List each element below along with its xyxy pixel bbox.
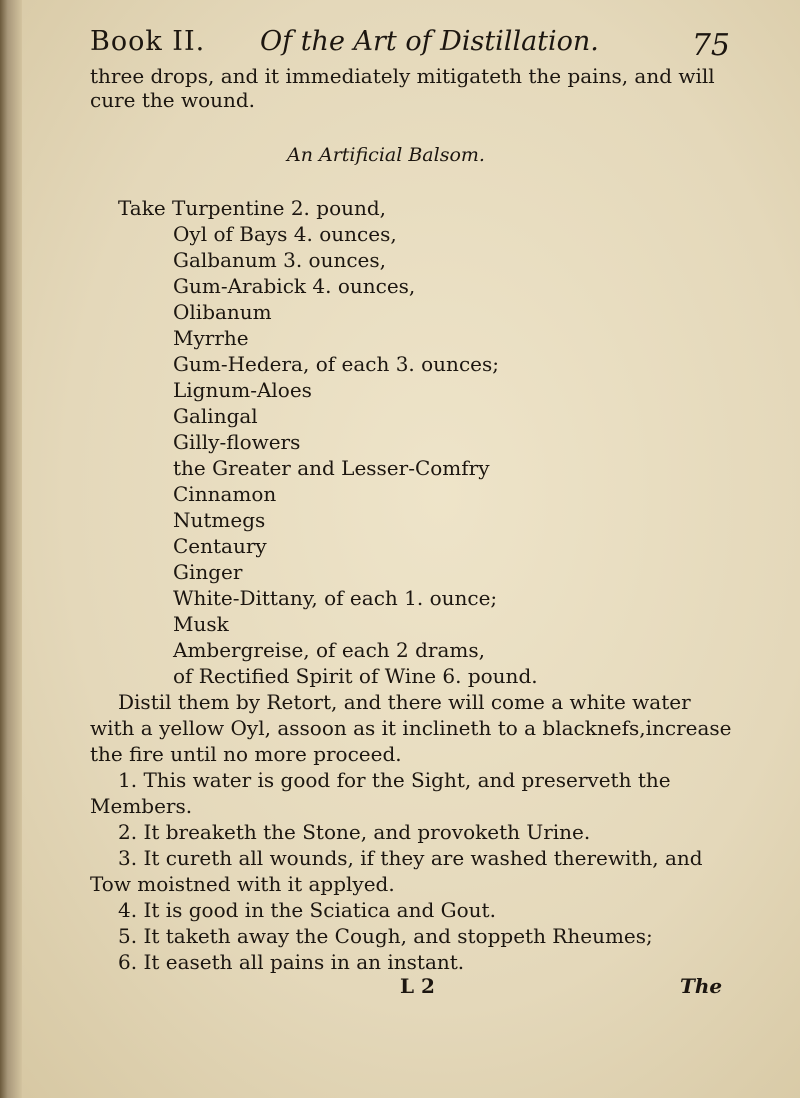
recipe-line: Gum-Arabick 4. ounces,	[173, 274, 416, 298]
intro-line: cure the wound.	[90, 88, 256, 112]
recipe-line: Lignum-Aloes	[173, 378, 312, 402]
catchword: The	[680, 974, 723, 998]
virtue-line: 2. It breaketh the Stone, and provoketh Urine.	[118, 820, 591, 844]
recipe-line: the Greater and Lesser-Comfry	[173, 456, 490, 480]
directions-line: Distil them by Retort, and there will come a white water	[118, 690, 691, 714]
recipe-line: Gum-Hedera, of each 3. ounces;	[173, 352, 499, 376]
recipe-line: Galbanum 3. ounces,	[173, 248, 387, 272]
recipe-line: Olibanum	[173, 300, 272, 324]
virtue-line: Tow moistned with it applyed.	[90, 872, 395, 896]
running-header	[90, 20, 730, 66]
directions-line: the fire until no more proceed.	[90, 742, 402, 766]
recipe-line: Ginger	[173, 560, 243, 584]
virtue-line: 6. It easeth all pains in an instant.	[118, 950, 465, 974]
recipe-line: Cinnamon	[173, 482, 277, 506]
recipe-line: Musk	[173, 612, 229, 636]
virtue-line: 4. It is good in the Sciatica and Gout.	[118, 898, 496, 922]
page-number: 75	[691, 28, 730, 63]
directions-line: with a yellow Oyl, assoon as it inclineth to a blacknefs,increase	[90, 716, 732, 740]
recipe-line: Oyl of Bays 4. ounces,	[173, 222, 397, 246]
recipe-line: Centaury	[173, 534, 267, 558]
signature-mark: L 2	[400, 974, 435, 998]
virtue-line: 1. This water is good for the Sight, and preserveth the	[118, 768, 671, 792]
virtue-line: Members.	[90, 794, 193, 818]
recipe-line: Galingal	[173, 404, 258, 428]
recipe-line: White-Dittany, of each 1. ounce;	[173, 586, 498, 610]
recipe-line: Myrrhe	[173, 326, 249, 350]
recipe-line: Gilly-flowers	[173, 430, 301, 454]
section-heading: An Artificial Balsom.	[287, 144, 485, 166]
recipe-line: Nutmegs	[173, 508, 266, 532]
virtue-line: 5. It taketh away the Cough, and stoppeth Rheumes;	[118, 924, 653, 948]
recipe-line: of Rectified Spirit of Wine 6. pound.	[173, 664, 538, 688]
intro-line: three drops, and it immediately mitigateth the pains, and will	[90, 64, 715, 88]
recipe-line: Take Turpentine 2. pound,	[118, 196, 387, 220]
virtue-line: 3. It cureth all wounds, if they are washed therewith, and	[118, 846, 703, 870]
page-gutter	[0, 0, 22, 1098]
header-title: Of the Art of Distillation.	[260, 26, 599, 57]
header-book: Book II.	[90, 26, 206, 57]
recipe-line: Ambergreise, of each 2 drams,	[173, 638, 485, 662]
